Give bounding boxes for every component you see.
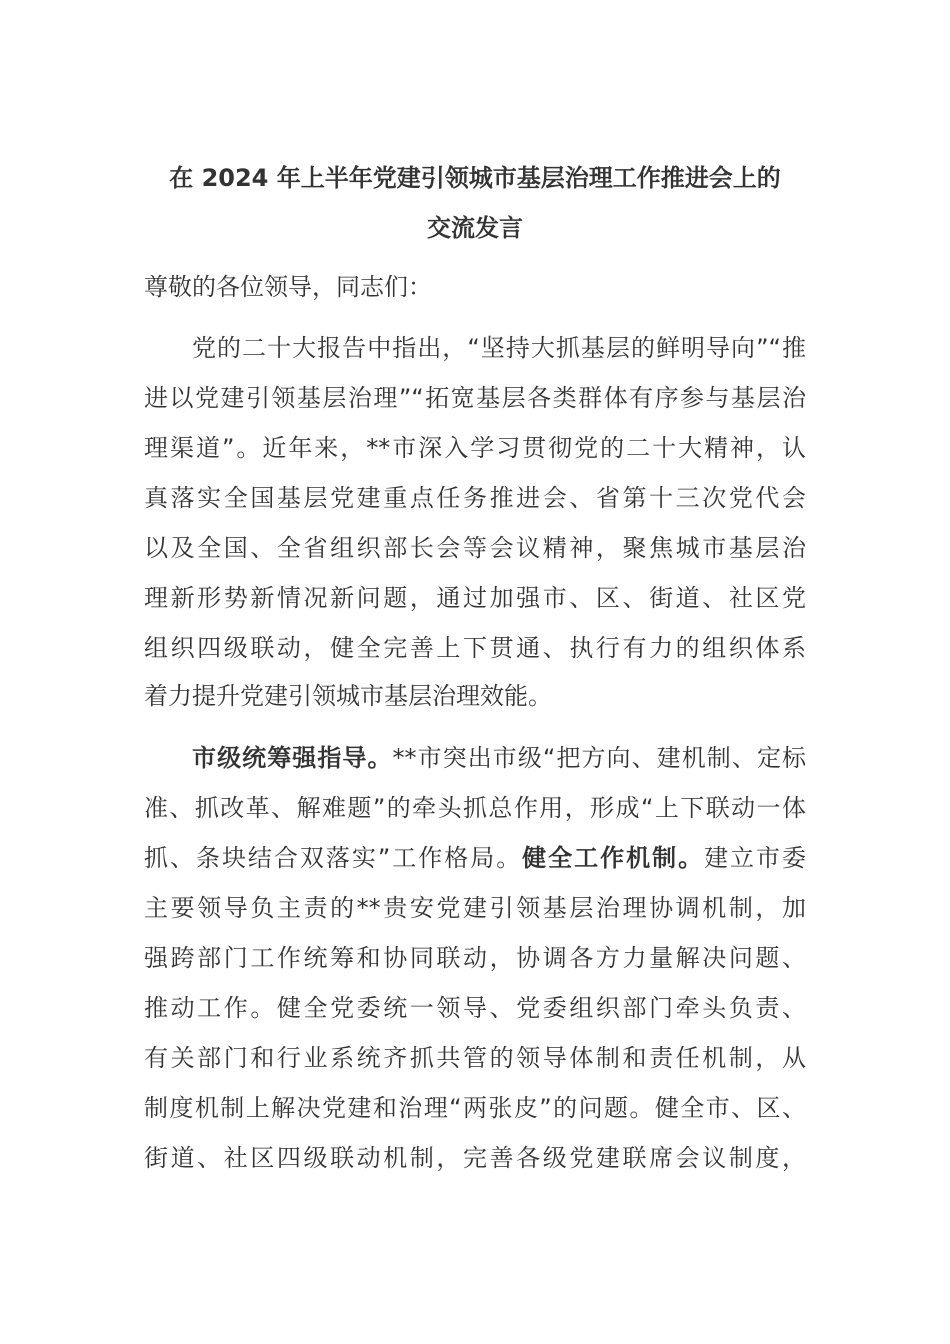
document-title-line-2: 交流发言 <box>427 214 523 242</box>
paragraph-1-line: 真落实全国基层党建重点任务推进会、省第十三次党代会 <box>144 484 806 512</box>
paragraph-2-line: 推动工作。健全党委统一领导、党委组织部门牵头负责、 <box>144 994 806 1022</box>
paragraph-2-line: 强跨部门工作统筹和协同联动，协调各方力量解决问题、 <box>144 944 806 972</box>
section-heading: 市级统筹强指导。 <box>192 744 393 772</box>
paragraph-text: **市突出市级“把方向、建机制、定标 <box>392 744 807 772</box>
paragraph-2-line <box>192 742 806 774</box>
paragraph-2-line: 有关部门和行业系统齐抓共管的领导体制和责任机制，从 <box>144 1044 806 1072</box>
paragraph-1-line: 进以党建引领基层治理”“拓宽基层各类群体有序参与基层治 <box>144 384 806 412</box>
paragraph-2-line: 制度机制上解决党建和治理“两张皮”的问题。健全市、区、 <box>144 1094 806 1122</box>
paragraph-2-line <box>144 842 806 874</box>
paragraph-1-line: 理新形势新情况新问题，通过加强市、区、街道、社区党 <box>144 584 806 612</box>
paragraph-1-line: 着力提升党建引领城市基层治理效能。 <box>144 682 552 710</box>
paragraph-1-line: 党的二十大报告中指出，“坚持大抓基层的鲜明导向”“推 <box>192 334 806 362</box>
paragraph-2-line: 街道、社区四级联动机制，完善各级党建联席会议制度， <box>144 1144 806 1172</box>
paragraph-1-line: 组织四级联动，健全完善上下贯通、执行有力的组织体系 <box>144 634 806 662</box>
paragraph-1-line: 理渠道”。近年来，**市深入学习贯彻党的二十大精神，认 <box>144 434 806 462</box>
paragraph-2-line: 准、抓改革、解难题”的牵头抓总作用，形成“上下联动一体 <box>144 794 806 822</box>
paragraph-text: 建立市委 <box>704 844 807 872</box>
document-title-line-1: 在 2024 年上半年党建引领城市基层治理工作推进会上的 <box>169 164 781 192</box>
salutation: 尊敬的各位领导，同志们： <box>144 273 432 301</box>
section-heading: 健全工作机制。 <box>522 844 705 872</box>
paragraph-2-line: 主要领导负主责的**贵安党建引领基层治理协调机制，加 <box>144 894 806 922</box>
paragraph-text: 抓、条块结合双落实”工作格局。 <box>144 844 523 872</box>
paragraph-1-line: 以及全国、全省组织部长会等会议精神，聚焦城市基层治 <box>144 534 806 562</box>
